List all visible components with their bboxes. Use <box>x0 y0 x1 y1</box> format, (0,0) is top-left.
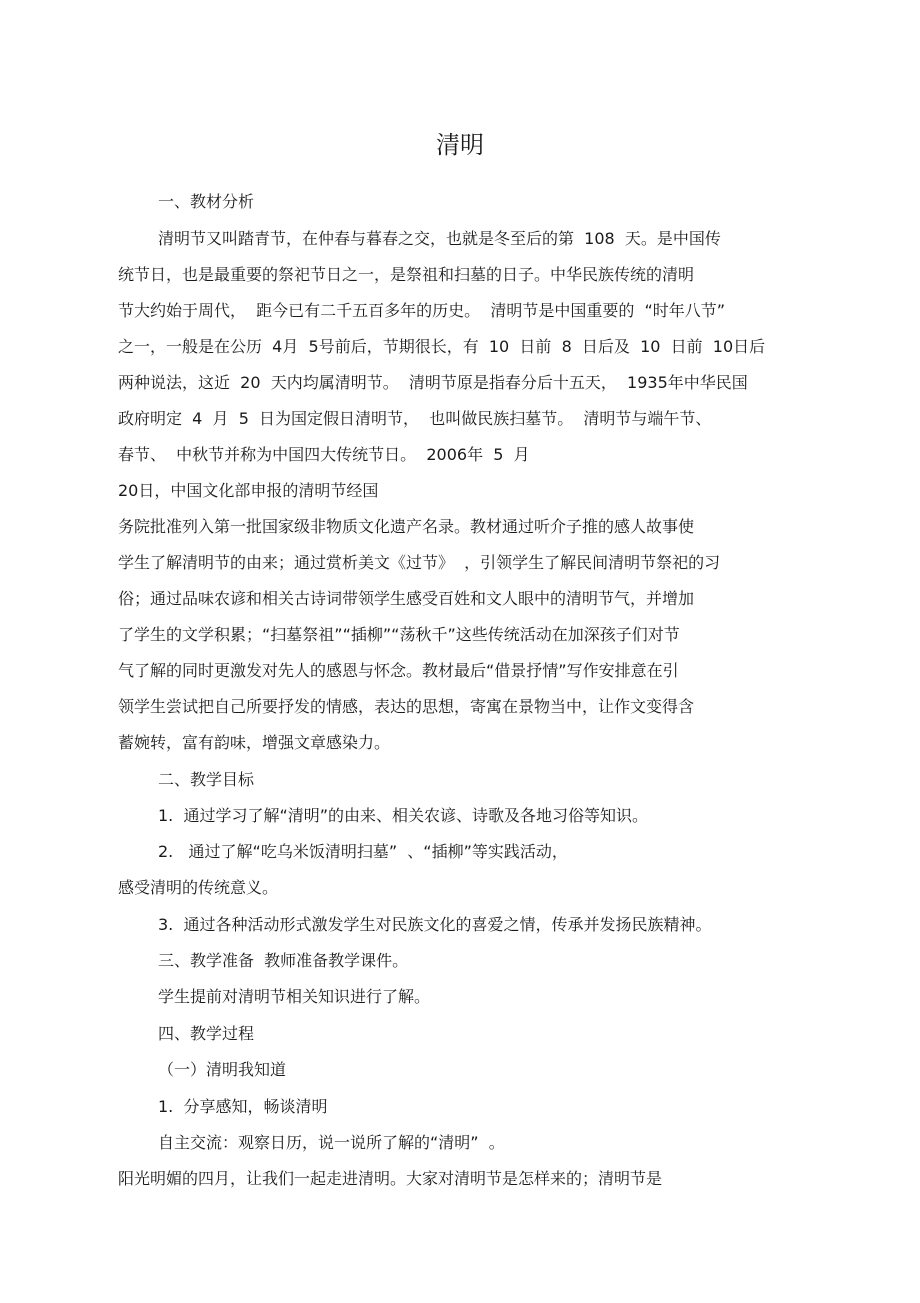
section-heading: 一、教材分析 <box>158 192 255 211</box>
paragraph-line: 春节、 中秋节并称为中国四大传统节日。 2006年 5 月 <box>118 445 530 464</box>
paragraph-line: 统节日，也是最重要的祭祀节日之一，是祭祖和扫墓的日子。中华民族传统的清明 <box>118 265 695 284</box>
section-heading: 四、教学过程 <box>158 1024 255 1043</box>
paragraph-line: 感受清明的传统意义。 <box>118 878 279 897</box>
paragraph-line: 气了解的同时更激发对先人的感恩与怀念。教材最后“借景抒情”写作安排意在引 <box>118 661 679 680</box>
page-title: 清明 <box>436 131 484 159</box>
paragraph-line: 20日，中国文化部申报的清明节经国 <box>118 481 379 500</box>
paragraph-line: 阳光明媚的四月，让我们一起走进清明。大家对清明节是怎样来的；清明节是 <box>118 1169 663 1188</box>
list-item: 1. 分享感知，畅谈清明 <box>158 1097 328 1116</box>
paragraph-line: 务院批准列入第一批国家级非物质文化遗产名录。教材通过听介子推的感人故事使 <box>118 517 695 536</box>
paragraph-line: 之一，一般是在公历 4月 5号前后，节期很长，有 10 日前 8 日后及 10 日前 10日后 <box>118 337 766 356</box>
paragraph-line: 蓄婉转，富有韵味，增强文章感染力。 <box>118 733 391 752</box>
paragraph-line: 俗；通过品味农谚和相关古诗词带领学生感受百姓和文人眼中的清明节气，并增加 <box>118 589 695 608</box>
section-heading: 三、教学准备 教师准备教学课件。 <box>158 951 409 970</box>
paragraph-line: 节大约始于周代， 距今已有二千五百多年的历史。 清明节是中国重要的 “时年八节” <box>118 301 726 320</box>
list-item: 3. 通过各种活动形式激发学生对民族文化的喜爱之情，传承并发扬民族精神。 <box>158 915 712 934</box>
paragraph-line: 自主交流：观察日历，说一说所了解的“清明” 。 <box>158 1133 505 1152</box>
paragraph-line: 两种说法，这近 20 天内均属清明节。 清明节原是指春分后十五天， 1935年中华民国 <box>118 373 748 392</box>
paragraph-line: 了学生的文学积累；“扫墓祭祖”“插柳”“荡秋千”这些传统活动在加深孩子们对节 <box>118 625 680 644</box>
list-item: 2. 通过了解“吃乌米饭清明扫墓” 、“插柳”等实践活动， <box>158 842 568 861</box>
list-item: 1. 通过学习了解“清明”的由来、相关农谚、诗歌及各地习俗等知识。 <box>158 806 649 825</box>
paragraph-line: 政府明定 4 月 5 日为国定假日清明节， 也叫做民族扫墓节。 清明节与端午节、 <box>118 409 712 428</box>
paragraph-line: 清明节又叫踏青节，在仲春与暮春之交，也就是冬至后的第 108 天。是中国传 <box>158 229 721 248</box>
paragraph-line: 领学生尝试把自己所要抒发的情感，表达的思想，寄寓在景物当中，让作文变得含 <box>118 697 695 716</box>
subsection-heading: （一）清明我知道 <box>158 1060 287 1079</box>
paragraph-line: 学生提前对清明节相关知识进行了解。 <box>158 987 431 1006</box>
paragraph-line: 学生了解清明节的由来；通过赏析美文《过节》 ，引领学生了解民间清明节祭祀的习 <box>118 553 721 572</box>
section-heading: 二、教学目标 <box>158 770 255 789</box>
